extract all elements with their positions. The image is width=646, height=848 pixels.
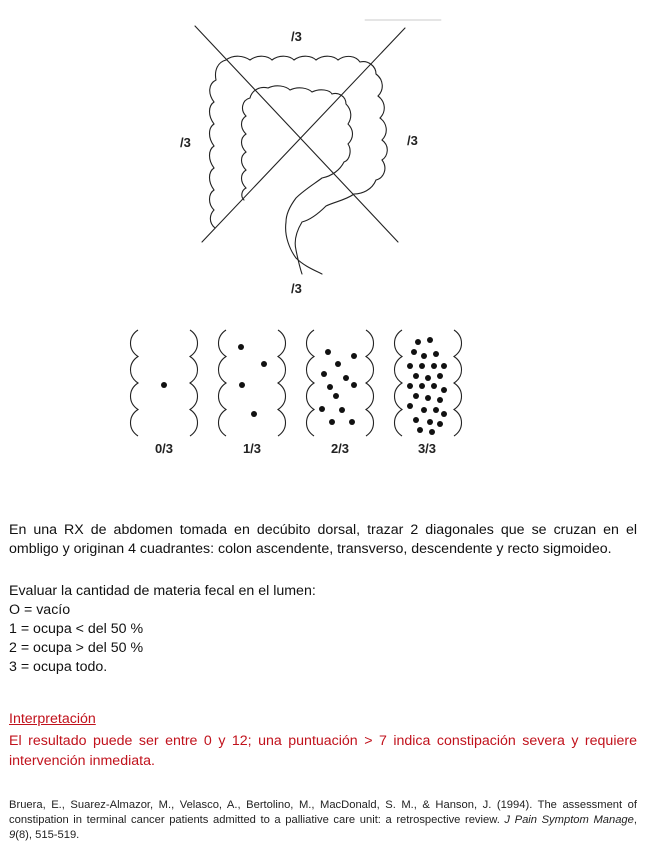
reference-sep: , [633,814,637,826]
panel-2-dot [319,406,325,412]
scale-list [9,582,316,677]
panel-3-dot [427,419,433,425]
panel-3-dot [437,397,443,403]
panel-3-dot [421,353,427,359]
panel-2-dot [349,419,355,425]
panel-3-dot [419,363,425,369]
panel-3-right-wall [454,330,462,436]
panel-0-right-wall [190,330,198,436]
panel-3-dot [413,417,419,423]
panel-2-dot [327,384,333,390]
score-panels [131,330,462,436]
panel-3-dot [427,337,433,343]
panel-1-dot [238,344,244,350]
scale-item-0: O = vacío [9,602,71,618]
scale-item-2: 2 = ocupa > del 50 % [9,640,144,656]
panel-2-dot [351,382,357,388]
panel-3-dot [407,363,413,369]
panel-2-dot [333,393,339,399]
diagonal-line-2 [202,28,405,242]
panel-2-dot [329,419,335,425]
panel-3-dot [417,427,423,433]
colon-outer-contour [210,56,388,274]
scale-item-1: 1 = ocupa < del 50 % [9,621,144,637]
score-label-3: 3/3 [417,441,437,456]
panel-3-dot [441,363,447,369]
quadrant-label-right: /3 [407,133,418,148]
panel-3-dot [413,373,419,379]
interpretation-title: Interpretación [9,711,96,727]
panel-3-dot [429,429,435,435]
panel-3-dot [441,387,447,393]
scale-item-3: 3 = ocupa todo. [9,659,108,675]
interpretation-body: El resultado puede ser entre 0 y 12; una puntuación > 7 indica constipación severa y requiere intervención inmediata. [9,733,637,769]
panel-2-dot [339,407,345,413]
evaluate-heading: Evaluar la cantidad de materia fecal en el lumen: [9,583,316,599]
panel-1-dot [251,411,257,417]
instruction-paragraph: En una RX de abdomen tomada en decúbito dorsal, trazar 2 diagonales que se cruzan en el ombligo y originan 4 cuadrantes: colon ascendente, transverso, descendente y recto sigmoideo. [9,522,637,557]
panel-3-dot [413,393,419,399]
panel-1-right-wall [278,330,286,436]
reference-journal: J Pain Symptom Manage [504,814,634,826]
panel-3-dot [433,351,439,357]
panel-2-dot [343,375,349,381]
panel-3-dot [411,349,417,355]
panel-3-dot [425,395,431,401]
panel-3-dot [407,383,413,389]
score-label-0: 0/3 [154,441,174,456]
reference-authors: Bruera, E., Suarez-Almazor, M., Velasco, A., Bertolino, M., MacDonald, S. M., & Hanson, J. (1994). The assessment of constipation in terminal cancer patients admitted to a palliative care unit: a retrospective review. [9,799,637,826]
score-label-1: 1/3 [242,441,262,456]
panel-1-dot [239,382,245,388]
panel-2-dot [351,353,357,359]
panel-1-left-wall [219,330,227,436]
reference-citation [9,798,637,843]
panel-3-dot [421,407,427,413]
panel-3-dot [431,363,437,369]
panel-3-dot [407,403,413,409]
panel-3-dot [441,411,447,417]
panel-3-dot [437,421,443,427]
panel-3-dot [433,407,439,413]
reference-issue-pages: (8), 515-519. [15,829,80,841]
quadrant-label-top: /3 [291,29,302,44]
panel-3-dot [415,339,421,345]
panel-3-left-wall [395,330,403,436]
panel-3-dot [431,383,437,389]
panel-3-dot [425,375,431,381]
panel-2-dot [335,361,341,367]
panel-2-left-wall [307,330,315,436]
panel-3-dot [437,373,443,379]
score-label-2: 2/3 [330,441,350,456]
reference-volume: 9 [9,829,16,841]
panel-2-dot [325,349,331,355]
panel-3-dot [419,383,425,389]
quadrant-label-bottom: /3 [291,281,302,296]
panel-0-dot [161,382,167,388]
panel-1-dot [261,361,267,367]
colon-inner-contour [242,86,353,274]
panel-0-left-wall [131,330,139,436]
panel-2-dot [321,371,327,377]
quadrant-label-left: /3 [180,135,191,150]
panel-2-right-wall [366,330,374,436]
